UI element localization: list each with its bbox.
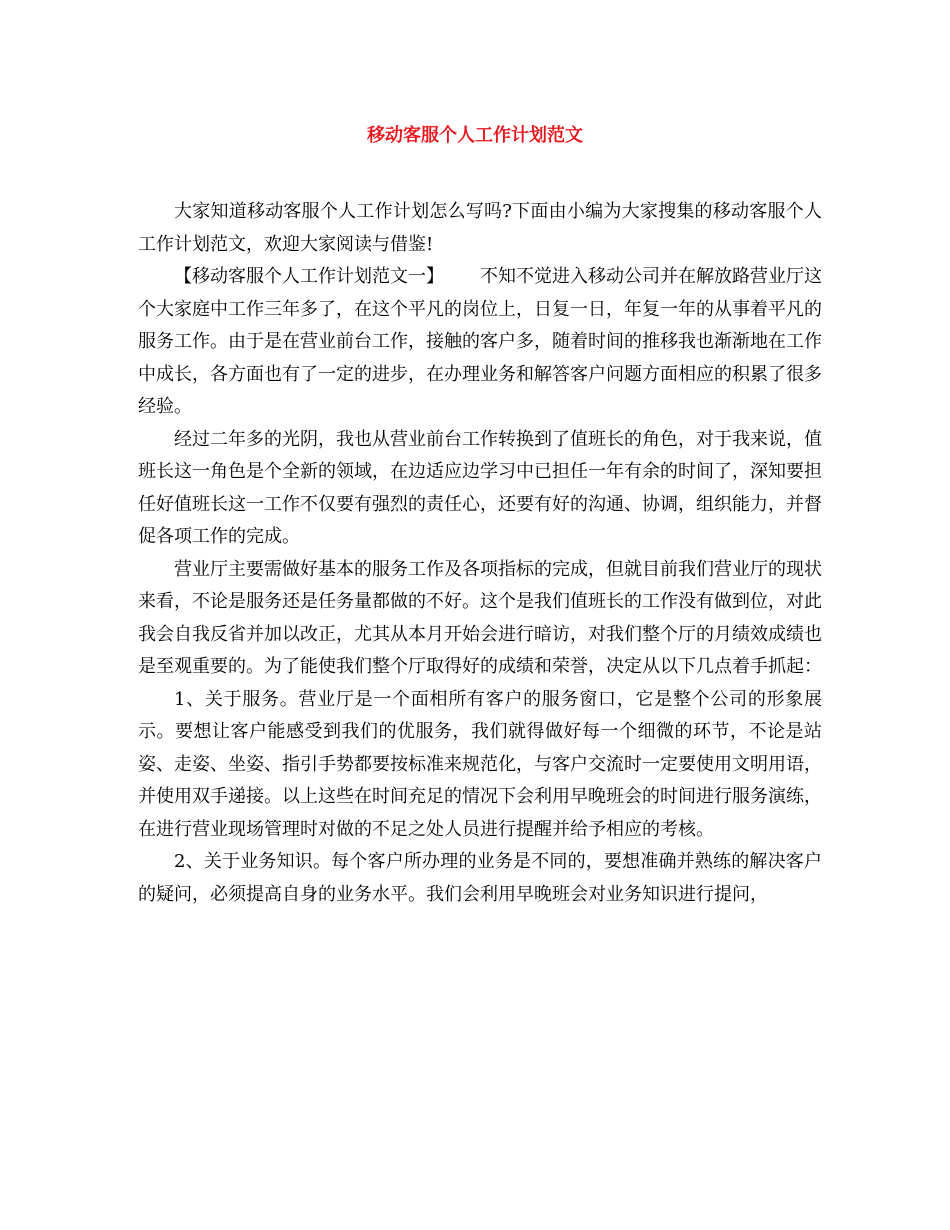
paragraph-1-text: 不知不觉进入移动公司并在解放路营业厅这个大家庭中工作三年多了，在这个平凡的岗位上，日复一日，年复一年的从事着平凡的服务工作。由于是在营业前台工作，接触的客户多，随着时间的推移我也渐渐地在工作中成长，各方面也有了一定的进步，在办理业务和解答客户问题方面相应的积累了很多经验。 bbox=[138, 266, 822, 417]
document-title: 移动客服个人工作计划范文 bbox=[367, 125, 583, 146]
section-heading: 【移动客服个人工作计划范文一】 bbox=[174, 266, 444, 287]
paragraph-5: 2、关于业务知识。每个客户所办理的业务是不同的，要想准确并熟练的解决客户的疑问，必须提高自身的业务水平。我们会利用早晚班会对业务知识进行提问， bbox=[138, 851, 822, 905]
intro-paragraph: 大家知道移动客服个人工作计划怎么写吗?下面由小编为大家搜集的移动客服个人工作计划范文，欢迎大家阅读与借鉴! bbox=[138, 201, 822, 255]
paragraph-4: 1、关于服务。营业厅是一个面相所有客户的服务窗口，它是整个公司的形象展示。要想让客户能感受到我们的优服务，我们就得做好每一个细微的环节，不论是站姿、走姿、坐姿、指引手势都要按标准来规范化，与客户交流时一定要使用文明用语，并使用双手递接。以上这些在时间充足的情况下会利用早晚班会的时间进行服务演练，在进行营业现场管理时对做的不足之处人员进行提醒并给予相应的考核。 bbox=[138, 688, 822, 840]
section-paragraph-1 bbox=[138, 261, 822, 424]
document-body bbox=[138, 196, 822, 911]
paragraph-3: 营业厅主要需做好基本的服务工作及各项指标的完成，但就目前我们营业厅的现状来看，不论是服务还是任务量都做的不好。这个是我们值班长的工作没有做到位，对此我会自我反省并加以改正，尤其从本月开始会进行暗访，对我们整个厅的月绩效成绩也是至观重要的。为了能使我们整个厅取得好的成绩和荣誉，决定从以下几点着手抓起： bbox=[138, 558, 822, 677]
paragraph-2: 经过二年多的光阴，我也从营业前台工作转换到了值班长的角色，对于我来说，值班长这一角色是个全新的领域，在边适应边学习中已担任一年有余的时间了，深知要担任好值班长这一工作不仅要有强烈的责任心，还要有好的沟通、协调，组织能力，并督促各项工作的完成。 bbox=[138, 428, 822, 547]
